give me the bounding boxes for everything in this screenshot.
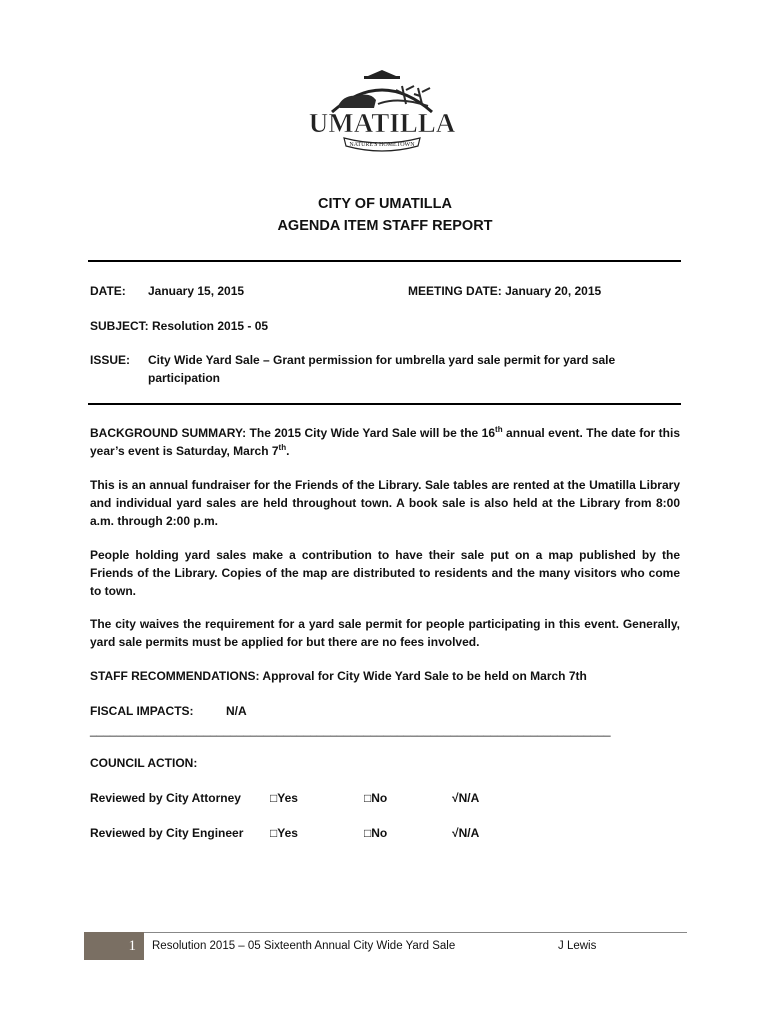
background-summary: BACKGROUND SUMMARY: The 2015 City Wide Yard Sale will be the 16th annual event. The date for this year’s event is Saturday, March 7th. (90, 425, 680, 458)
issue-line-2: participation (148, 371, 221, 385)
council-action: COUNCIL ACTION: (90, 756, 198, 770)
issue-label: ISSUE: (90, 353, 131, 367)
fiscal-impacts-label: FISCAL IMPACTS: (90, 704, 194, 718)
subject: SUBJECT: Resolution 2015 - 05 (90, 319, 269, 333)
date-label: DATE: (90, 284, 126, 298)
review-engineer-yes[interactable]: □Yes (270, 826, 298, 840)
review-engineer-no[interactable]: □No (364, 826, 388, 840)
meeting-date: MEETING DATE: January 20, 2015 (408, 284, 602, 298)
footer-divider (84, 932, 687, 933)
date-value: January 15, 2015 (148, 284, 245, 298)
fiscal-underline: ______________________________________________________________________________ (90, 723, 611, 737)
review-attorney-na[interactable]: √N/A (452, 791, 480, 805)
review-attorney-no[interactable]: □No (364, 791, 388, 805)
footer-text: Resolution 2015 – 05 Sixteenth Annual City Wide Yard Sale (152, 940, 456, 952)
logo-tagline: NATURE'S HOMETOWN (349, 142, 415, 148)
logo-name: UMATILLA (308, 108, 456, 138)
footer-author: J Lewis (558, 940, 597, 952)
review-engineer-label: Reviewed by City Engineer (90, 826, 244, 840)
fiscal-impacts-value: N/A (226, 704, 247, 718)
background-paragraph-4: The city waives the requirement for a yard sale permit for people participating in this event. Generally, yard sale permits must be applied for but there are no fees involved. (90, 617, 680, 649)
review-attorney-label: Reviewed by City Attorney (90, 791, 241, 805)
background-paragraph-3: People holding yard sales make a contribution to have their sale put on a map published by the Friends of the Library. Copies of the map are distributed to residents and the many visitors who come to town. (90, 548, 680, 598)
issue-line-1: City Wide Yard Sale – Grant permission for umbrella yard sale permit for yard sale (148, 353, 616, 367)
review-attorney-yes[interactable]: □Yes (270, 791, 298, 805)
header-divider (88, 260, 681, 262)
page-number: 1 (84, 932, 144, 960)
staff-recommendations: STAFF RECOMMENDATIONS: Approval for City Wide Yard Sale to be held on March 7th (90, 669, 587, 683)
issue-divider (88, 403, 681, 405)
background-paragraph-2: This is an annual fundraiser for the Friends of the Library. Sale tables are rented at the Umatilla Library and individual yard sales are held throughout town. A book sale is also held at the Library from 8:00 a.m. through 2:00 p.m. (90, 478, 680, 528)
report-title-line1: CITY OF UMATILLA (318, 196, 452, 212)
review-engineer-na[interactable]: √N/A (452, 826, 480, 840)
report-title-line2: AGENDA ITEM STAFF REPORT (277, 218, 493, 234)
city-logo (308, 68, 456, 156)
